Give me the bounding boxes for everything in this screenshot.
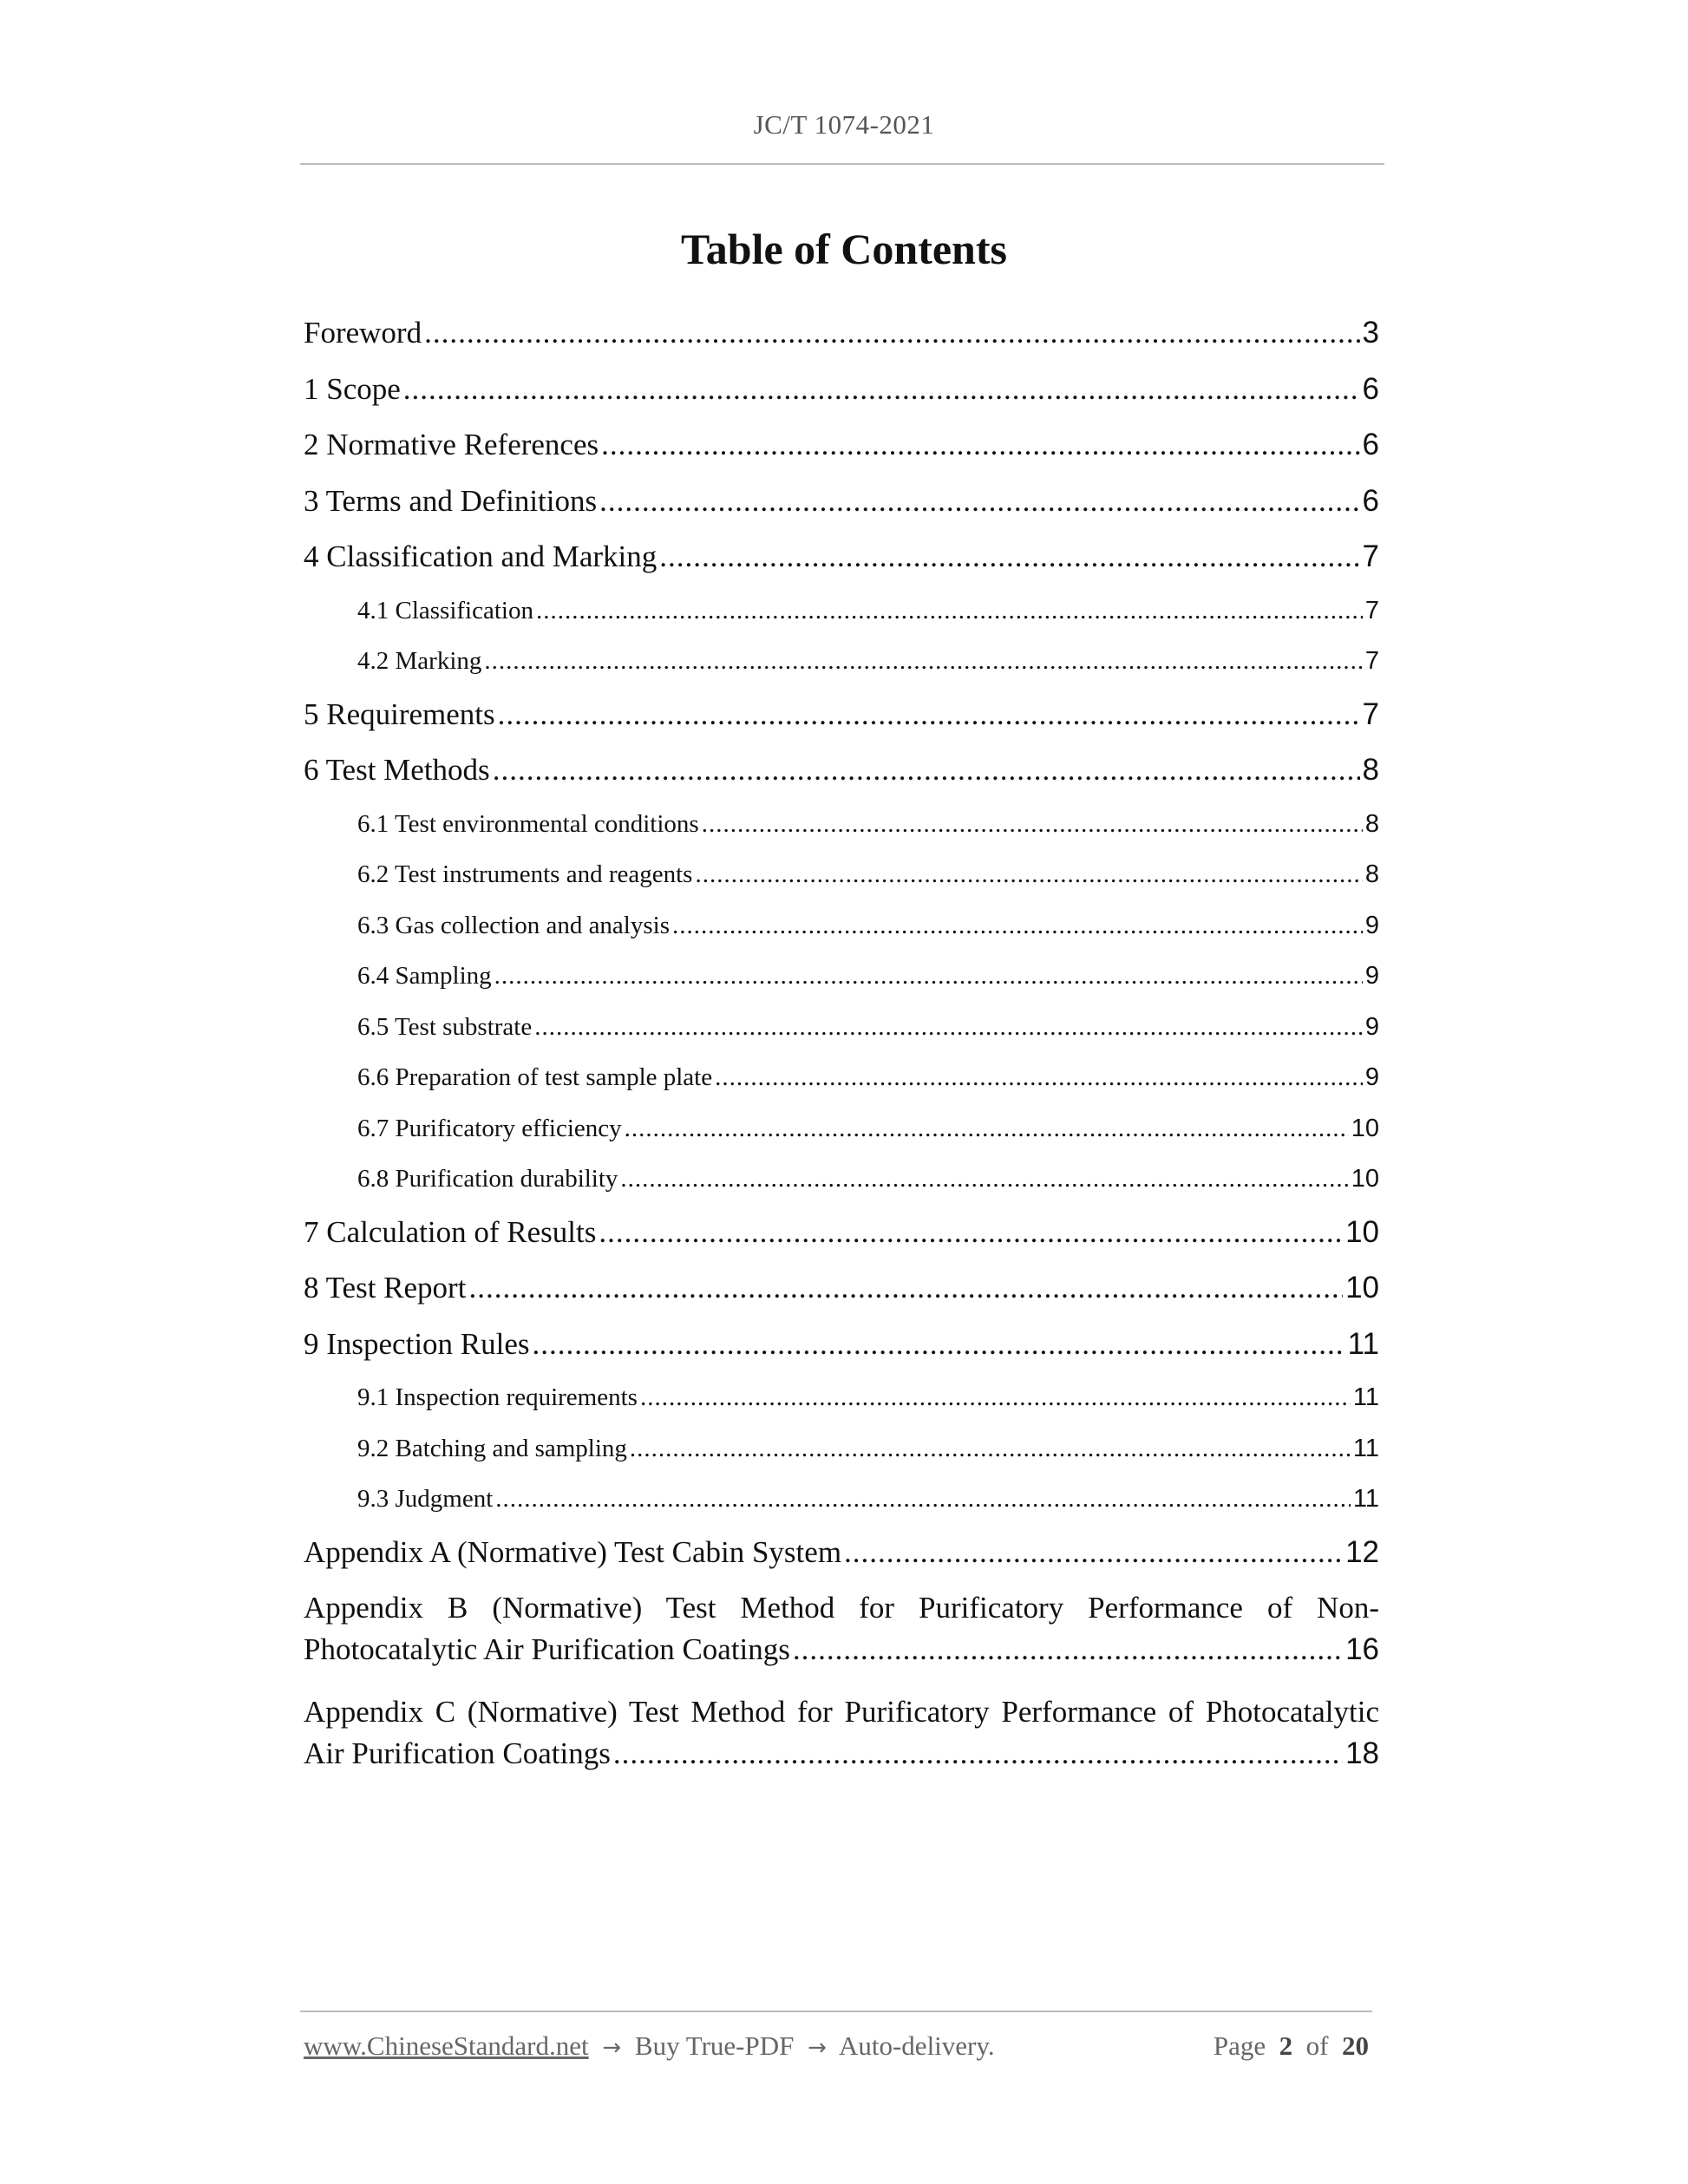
toc-entry-label: 6.2 Test instruments and reagents (357, 860, 693, 888)
toc-entries (304, 305, 1379, 1580)
dot-leader (625, 1103, 1349, 1154)
document-id-header: JC/T 1074-2021 (753, 109, 935, 140)
toc-entry-label: 3 Terms and Definitions (304, 483, 598, 518)
header-divider (300, 163, 1384, 165)
dot-leader (599, 1205, 1343, 1261)
dot-leader (424, 305, 1359, 362)
toc-entry-label: 9.1 Inspection requirements (357, 1383, 638, 1411)
toc-entry-label: 4 Classification and Marking (304, 539, 658, 573)
toc-entry-page-number: 10 (1351, 1114, 1379, 1142)
toc-subentry[interactable] (304, 1372, 1379, 1423)
dot-leader (715, 1052, 1363, 1103)
page-title: Table of Contents (681, 225, 1007, 273)
toc-subentry[interactable] (304, 585, 1379, 637)
toc-entry-page-number: 8 (1364, 809, 1379, 838)
toc-entry-label: 7 Calculation of Results (304, 1214, 597, 1249)
toc-entry-label: 6.7 Purificatory efficiency (357, 1114, 622, 1142)
toc-entry-page-number: 10 (1345, 1214, 1379, 1249)
toc-entry-page-number: 11 (1352, 1434, 1379, 1462)
toc-subentry[interactable] (304, 1052, 1379, 1103)
dot-leader (620, 1154, 1348, 1205)
toc-entry-page-number: 9 (1364, 1012, 1379, 1041)
dot-leader (601, 417, 1359, 474)
toc-entry-label-line2: Photocatalytic Air Purification Coatings (304, 1632, 790, 1666)
toc-entry-label-line2: Air Purification Coatings (304, 1736, 611, 1770)
toc-entry-label-line1: Appendix C (Normative) Test Method for Purificatory Performance of Photocatalytic (304, 1695, 1379, 1729)
dot-leader (640, 1372, 1351, 1423)
arrow-right-icon: → (808, 2035, 827, 2061)
total-pages-number: 20 (1342, 2030, 1369, 2061)
dot-leader (536, 585, 1363, 637)
toc-entry-page-number: 9 (1364, 1063, 1379, 1091)
toc-entry-label: 8 Test Report (304, 1271, 467, 1305)
toc-entry-label: 6.6 Preparation of test sample plate (357, 1063, 713, 1091)
toc-entry-label: 6.8 Purification durability (357, 1165, 618, 1193)
toc-entry-label: 2 Normative References (304, 428, 599, 461)
arrow-right-icon: → (602, 2035, 622, 2061)
toc-entry[interactable] (304, 474, 1379, 530)
toc-subentry[interactable] (304, 951, 1379, 1002)
toc-entry-page-number: 10 (1345, 1271, 1379, 1305)
toc-entry-label: 9 Inspection Rules (304, 1326, 530, 1361)
table-of-contents (304, 305, 1379, 1788)
toc-entry[interactable] (304, 1205, 1379, 1261)
dot-leader (695, 849, 1362, 900)
toc-entry-label: 1 Scope (304, 371, 401, 406)
buy-pdf-text: Buy True-PDF (634, 2030, 795, 2061)
auto-delivery-text: Auto-delivery. (838, 2030, 995, 2061)
current-page-number: 2 (1279, 2030, 1293, 2061)
toc-entry-page-number: 12 (1345, 1534, 1379, 1569)
dot-leader (494, 951, 1363, 1002)
toc-entry-label: 5 Requirements (304, 696, 495, 731)
toc-entry-label: 9.2 Batching and sampling (357, 1434, 627, 1462)
toc-entry-page-number: 8 (1364, 860, 1379, 888)
toc-entry-page-number: 7 (1362, 539, 1379, 573)
toc-entry-page-number: 11 (1347, 1326, 1379, 1361)
toc-entry-page-number: 8 (1362, 753, 1379, 787)
toc-entry[interactable] (304, 742, 1379, 799)
toc-entry[interactable] (304, 1317, 1379, 1373)
toc-entry-label: 4.1 Classification (357, 596, 533, 624)
dot-leader (468, 1260, 1343, 1317)
toc-entry-label: 6 Test Methods (304, 753, 490, 787)
of-word: of (1305, 2030, 1329, 2061)
dot-leader (403, 362, 1360, 418)
toc-entry-label: Appendix A (Normative) Test Cabin System (304, 1534, 842, 1569)
toc-entry-page-number: 9 (1364, 962, 1379, 990)
dot-leader (498, 687, 1360, 743)
dot-leader (599, 474, 1359, 530)
dot-leader (533, 1317, 1345, 1373)
toc-entry-page-number: 7 (1364, 596, 1379, 624)
dot-leader (702, 799, 1363, 850)
toc-entry[interactable] (304, 1260, 1379, 1317)
toc-entry-page-number: 6 (1362, 371, 1379, 406)
toc-entry-page-number: 7 (1362, 696, 1379, 731)
toc-subentry[interactable] (304, 900, 1379, 951)
toc-entry-page-number: 3 (1362, 316, 1379, 350)
toc-entry-page-number: 6 (1362, 483, 1379, 518)
dot-leader (495, 1474, 1351, 1525)
toc-entry-line2 (304, 1629, 1379, 1671)
toc-entry-page-number: 6 (1362, 428, 1379, 461)
toc-entry-page-number: 11 (1352, 1485, 1379, 1513)
toc-entry-page-number: 9 (1364, 911, 1379, 939)
toc-entry-label: 6.4 Sampling (357, 962, 492, 990)
dot-leader (672, 900, 1363, 951)
dot-leader (630, 1423, 1351, 1475)
toc-entry-appendix-c[interactable] (304, 1684, 1379, 1788)
dot-leader (659, 529, 1359, 585)
toc-subentry[interactable] (304, 636, 1379, 687)
toc-subentry[interactable] (304, 849, 1379, 900)
toc-entry-page-number: 16 (1345, 1632, 1379, 1666)
toc-entry-label: 6.5 Test substrate (357, 1012, 533, 1041)
toc-subentry[interactable] (304, 799, 1379, 850)
toc-subentry[interactable] (304, 1474, 1379, 1525)
toc-entry-label: 6.1 Test environmental conditions (357, 809, 699, 838)
toc-subentry[interactable] (304, 1002, 1379, 1053)
toc-entry[interactable] (304, 417, 1379, 474)
toc-entry[interactable] (304, 362, 1379, 418)
dot-leader (613, 1733, 1343, 1775)
dot-leader (793, 1629, 1343, 1671)
footer-promo (304, 2030, 995, 2062)
toc-subentry[interactable] (304, 1154, 1379, 1205)
toc-entry[interactable] (304, 529, 1379, 585)
site-link[interactable]: www.ChineseStandard.net (304, 2030, 589, 2061)
toc-entry-label: 4.2 Marking (357, 647, 482, 675)
toc-entry[interactable] (304, 1525, 1379, 1581)
toc-subentry[interactable] (304, 1423, 1379, 1475)
toc-entry-line2 (304, 1733, 1379, 1775)
dot-leader (844, 1525, 1343, 1581)
toc-entry-appendix-b[interactable] (304, 1580, 1379, 1684)
dot-leader (484, 636, 1362, 687)
toc-entry-page-number: 18 (1345, 1736, 1379, 1770)
toc-entry-page-number: 11 (1352, 1383, 1379, 1411)
toc-entry-page-number: 10 (1351, 1165, 1379, 1193)
toc-entry-label: 6.3 Gas collection and analysis (357, 911, 670, 939)
toc-entry-label-line1: Appendix B (Normative) Test Method for Purificatory Performance of Non- (304, 1591, 1379, 1625)
dot-leader (493, 742, 1360, 799)
footer-divider (300, 2011, 1372, 2012)
page-word: Page (1213, 2030, 1266, 2061)
toc-entry-label: 9.3 Judgment (357, 1485, 494, 1513)
toc-entry[interactable] (304, 305, 1379, 362)
toc-entry-page-number: 7 (1364, 647, 1379, 675)
page-footer (304, 2025, 1369, 2067)
toc-entry-label: Foreword (304, 316, 422, 350)
toc-entry[interactable] (304, 687, 1379, 743)
dot-leader (534, 1002, 1363, 1053)
page-indicator (1214, 2030, 1369, 2062)
toc-subentry[interactable] (304, 1103, 1379, 1154)
